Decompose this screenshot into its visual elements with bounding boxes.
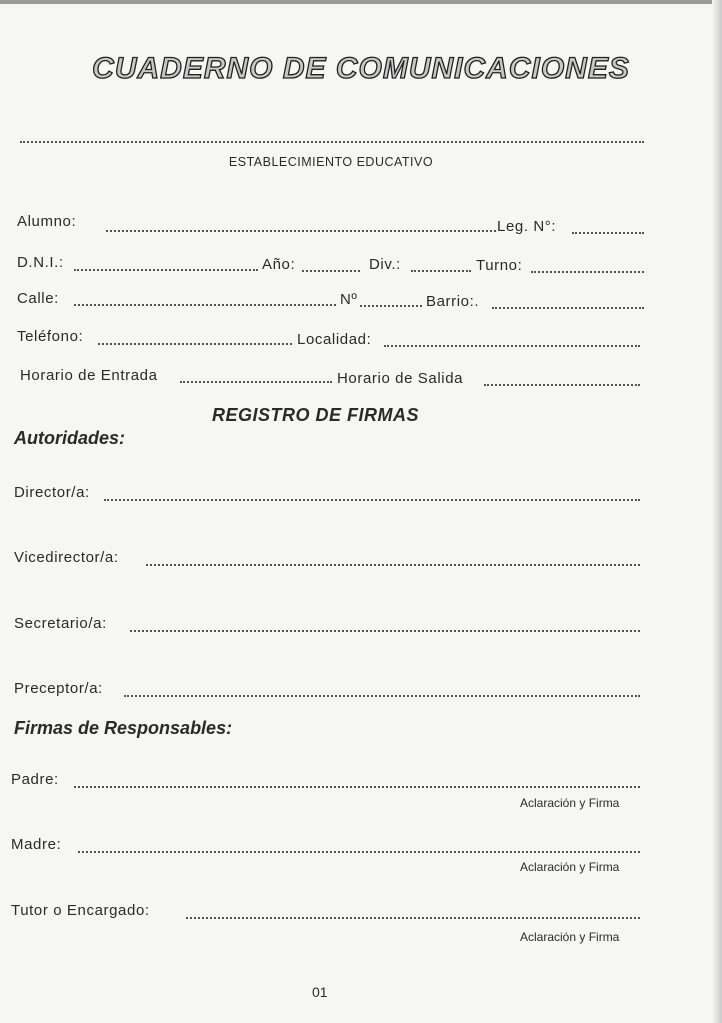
legajo-label: Leg. N°: [497, 218, 557, 235]
tutor-label: Tutor o Encargado: [11, 902, 150, 919]
anio-field[interactable] [302, 270, 360, 272]
madre-signature-field[interactable] [78, 851, 640, 853]
barrio-label: Barrio:. [426, 293, 480, 310]
turno-label: Turno: [476, 257, 523, 274]
tutor-signature-field[interactable] [186, 917, 640, 919]
preceptor-label: Preceptor/a: [14, 680, 103, 697]
page-number: 01 [312, 984, 328, 1000]
registro-title: REGISTRO DE FIRMAS [212, 405, 420, 425]
dni-label: D.N.I.: [17, 254, 64, 271]
horario-salida-field[interactable] [484, 384, 640, 386]
secretario-label: Secretario/a: [14, 615, 107, 632]
padre-signature-field[interactable] [74, 786, 640, 788]
horario-entrada-field[interactable] [180, 381, 332, 383]
madre-aclaracion-label: Aclaración y Firma [520, 860, 620, 874]
director-signature-field[interactable] [104, 499, 640, 501]
anio-label: Año: [262, 256, 296, 273]
secretario-signature-field[interactable] [130, 630, 640, 632]
madre-label: Madre: [11, 836, 62, 853]
establishment-field[interactable] [20, 141, 644, 143]
localidad-field[interactable] [384, 345, 640, 347]
legajo-field[interactable] [572, 232, 644, 234]
vicedirector-signature-field[interactable] [146, 564, 640, 566]
page-right-edge [712, 0, 722, 1023]
director-label: Director/a: [14, 484, 90, 501]
establishment-label: ESTABLECIMIENTO EDUCATIVO [228, 155, 434, 169]
barrio-field[interactable] [492, 307, 644, 309]
numero-label: Nº [340, 291, 358, 308]
dni-field[interactable] [74, 269, 258, 271]
padre-aclaracion-label: Aclaración y Firma [520, 796, 620, 810]
padre-label: Padre: [11, 771, 59, 788]
alumno-field[interactable] [106, 230, 496, 232]
turno-field[interactable] [531, 271, 644, 273]
vicedirector-label: Vicedirector/a: [14, 549, 119, 566]
telefono-field[interactable] [98, 343, 292, 345]
localidad-label: Localidad: [297, 331, 372, 348]
tutor-aclaracion-label: Aclaración y Firma [520, 930, 620, 944]
preceptor-signature-field[interactable] [124, 695, 640, 697]
division-label: Div.: [369, 256, 401, 273]
horario-entrada-label: Horario de Entrada [20, 367, 158, 384]
alumno-label: Alumno: [17, 213, 77, 230]
page-top-edge [0, 0, 722, 4]
document-title: CUADERNO DE COMUNICACIONES [92, 52, 630, 85]
responsables-heading: Firmas de Responsables: [14, 718, 233, 738]
horario-salida-label: Horario de Salida [337, 370, 464, 387]
calle-field[interactable] [74, 304, 336, 306]
calle-label: Calle: [17, 290, 59, 307]
telefono-label: Teléfono: [17, 328, 84, 345]
division-field[interactable] [411, 270, 471, 272]
autoridades-heading: Autoridades: [14, 428, 126, 448]
numero-field[interactable] [360, 305, 422, 307]
